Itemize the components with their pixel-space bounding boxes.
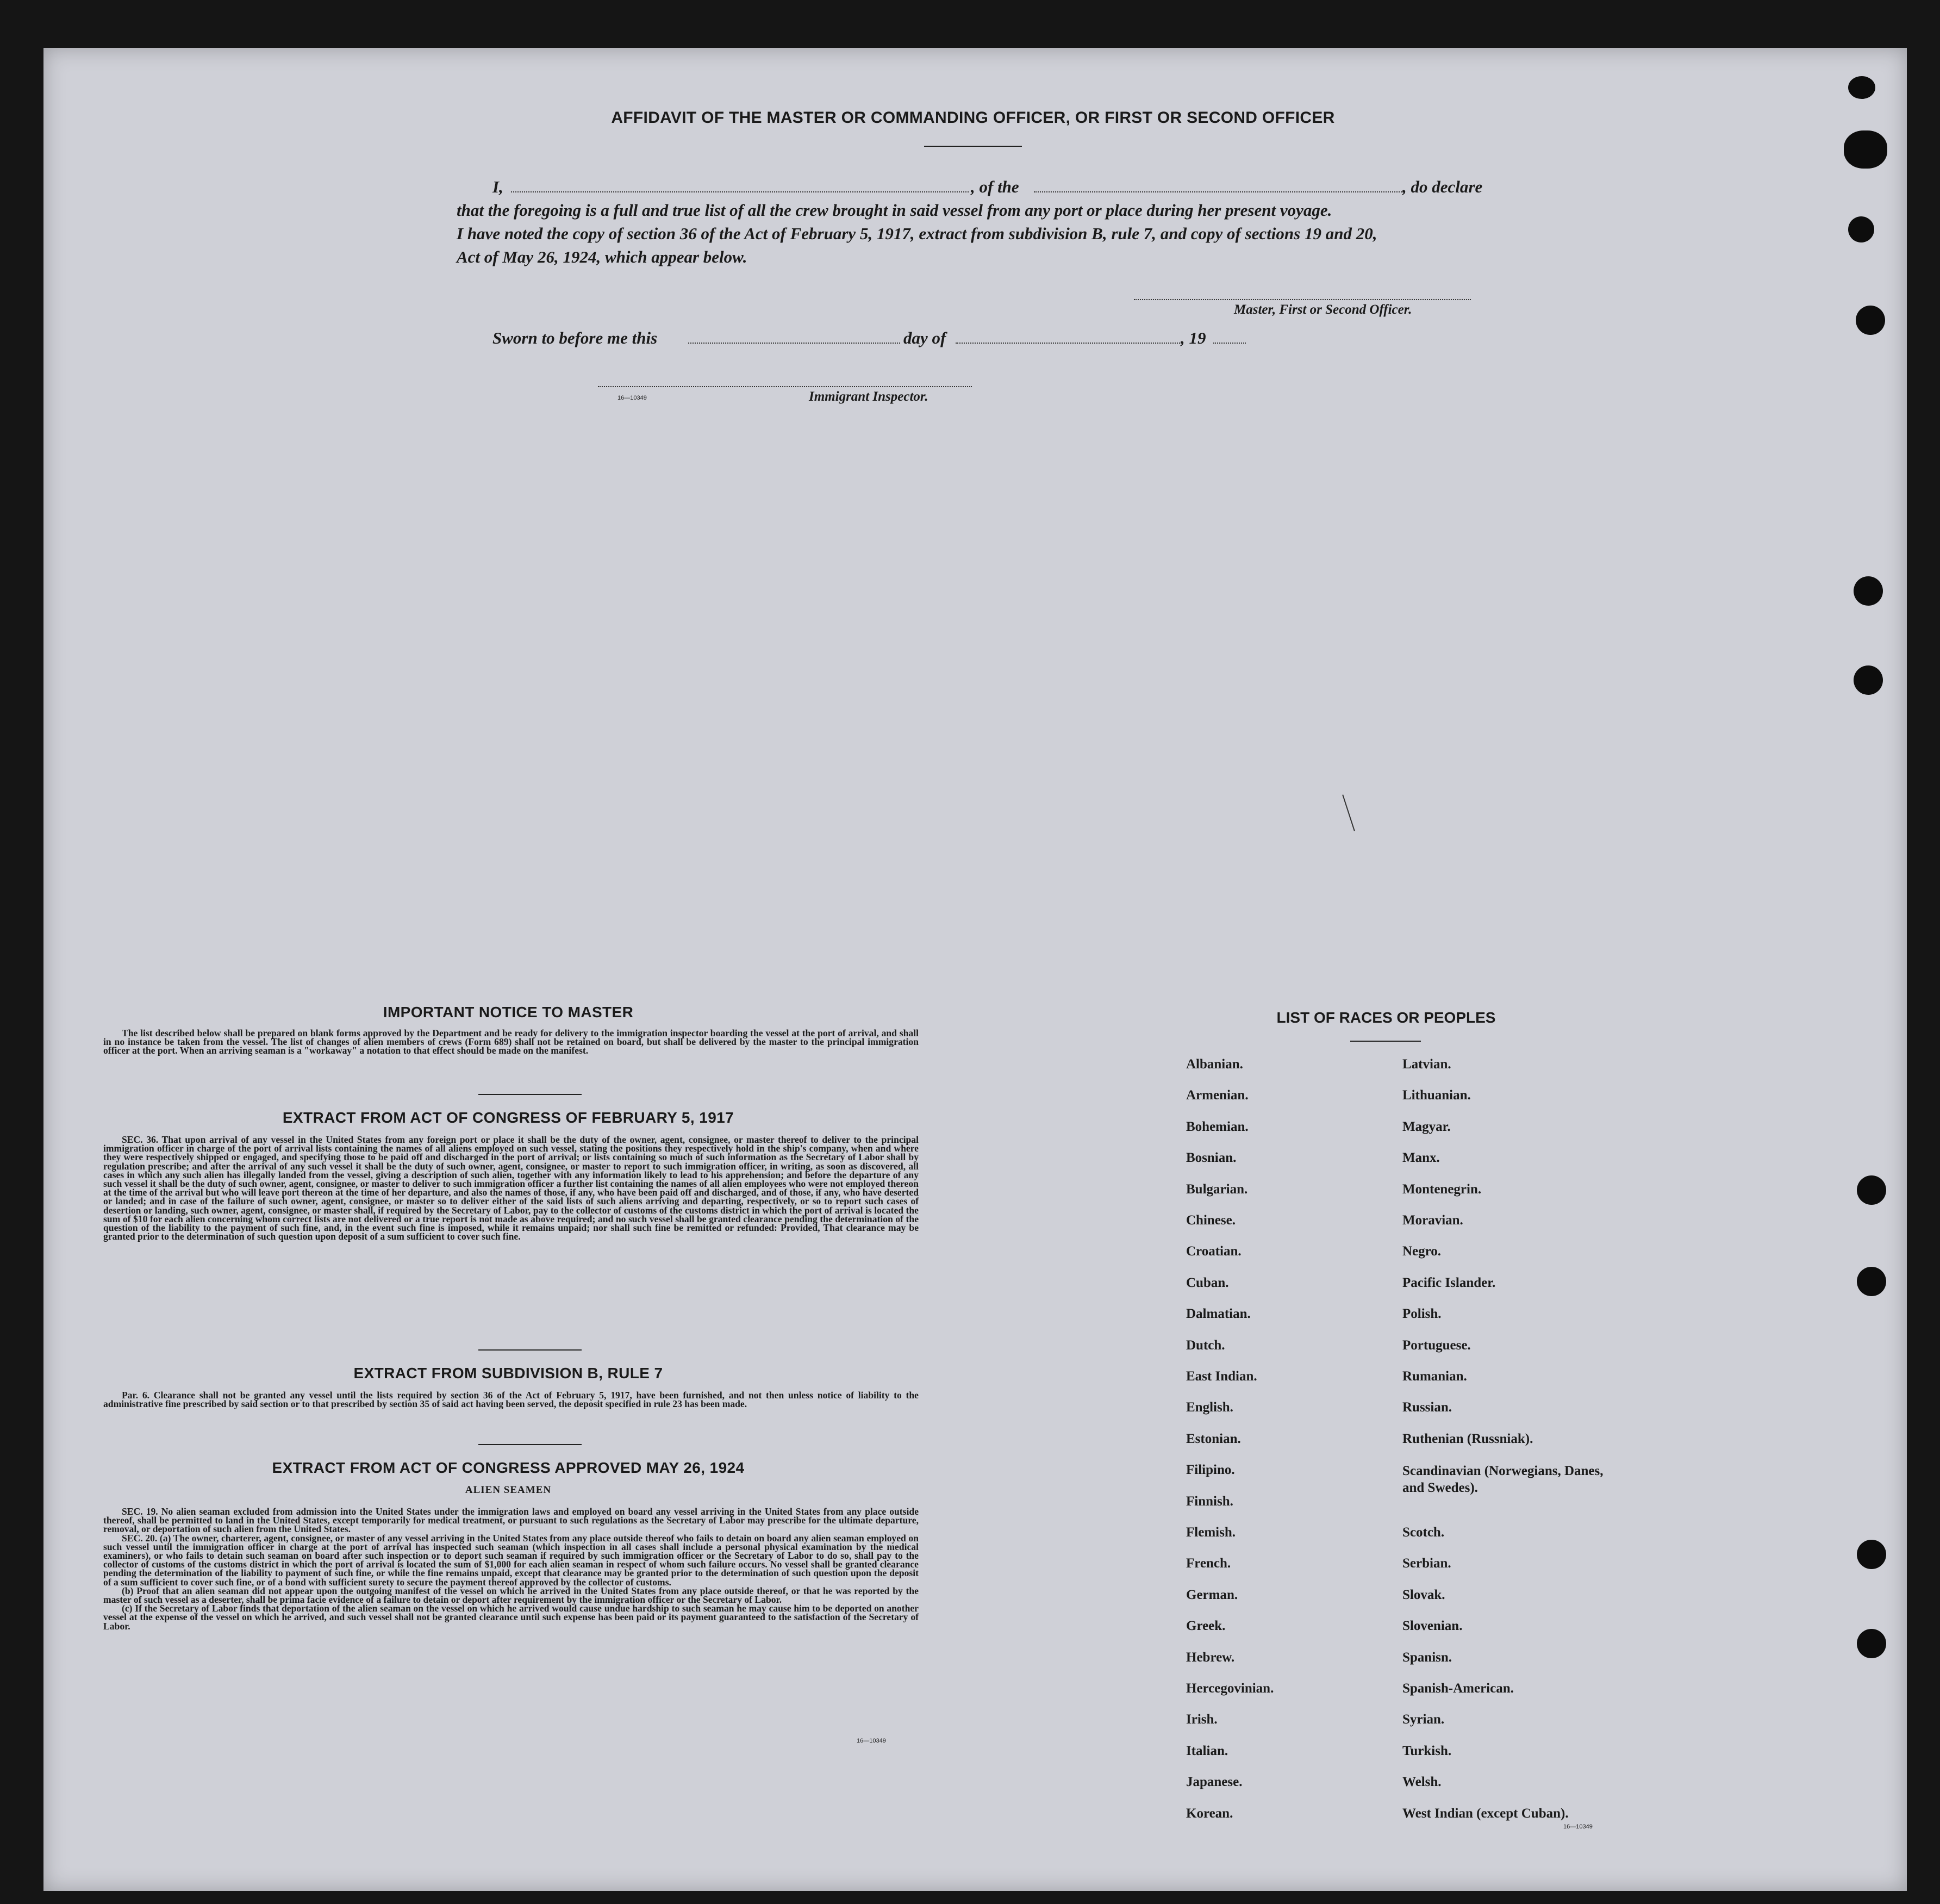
race-item: Hebrew. (1186, 1650, 1235, 1665)
sworn-month-field[interactable] (956, 343, 1182, 344)
race-item: Negro. (1402, 1244, 1442, 1259)
binder-hole (1857, 1175, 1886, 1205)
race-item: Spanisn. (1402, 1650, 1452, 1665)
affidavit-title: AFFIDAVIT OF THE MASTER OR COMMANDING OFFICER, OR FIRST OR SECOND OFFICER (611, 109, 1335, 127)
race-item: Russian. (1402, 1400, 1452, 1415)
race-item: Korean. (1186, 1806, 1233, 1821)
day-of-label: day of (903, 328, 946, 347)
section-36-text: SEC. 36. That upon arrival of any vessel in the United States from any foreign port or place it shall be the duty of the owner, agent, consignee, or master thereof to deliver to the principal immigration officer in charge of the port of arrival lists containing the names of all aliens employed on such vessel, stating the positions they respectively hold in the ship's company, when and where they were respectively shipped or engaged, and specifying those to be paid off and discharged in the port of arrival; or lists containing so much of such information as the Secretary of Labor shall by regulation prescribe; and after the arrival of any such vessel it shall be the duty of such owner, agent, consignee, or master to report to such immigration officer, in writing, as soon as discovered, all cases in which any such alien has illegally landed from the vessel, giving a description of such alien, together with any information likely to lead to his apprehension; and before the departure of any such vessel it shall be the duty of such owner, agent, consignee, or master to deliver to such immigration officer a further list containing the names of all alien employees who were not employed thereon at the time of the arrival but who will leave port thereon at the time of her departure, and also the names of those, if any, who have been paid off and discharged, and of those, if any, who have deserted or landed; and in case of the failure of such owner, agent, consignee, or master so to deliver either of the said lists of such aliens arriving and departing, respectively, or so to report such cases of desertion or landing, such owner, agent, consignee, or master shall, if required by the Secretary of Labor, pay to the collector of customs of the customs district in which the port of arrival is located the sum of $10 for each alien concerning whom correct lists are not delivered or a true report is not made as above required; and no such vessel shall be granted clearance pending the determination of the question of the liability to the payment of such fine, and, in the event such fine is imposed, while it remains unpaid; nor shall such fine be remitted or refunded: Provided, That clearance may be granted prior to the determination of such question upon deposit of a sum sufficient to cover such fine. (103, 1134, 919, 1242)
notice-form-number: 16—10349 (857, 1738, 886, 1744)
sworn-day-field[interactable] (688, 343, 900, 344)
sec-20b-text: (b) Proof that an alien seaman did not appear upon the outgoing manifest of the vessel on which he arrived in the United States from any place outside thereof, or that he was reported by the master of such vessel as a deserter, shall be prima facie evidence of a failure to detain or deport after requirement by the immigration officer or the Secretary of Labor. (103, 1585, 919, 1606)
sec-20c-text: (c) If the Secretary of Labor finds that deportation of the alien seaman on the vessel on which he arrived would cause undue hardship to such seaman he may cause him to be deported on another vessel at the expense of the vessel on which he arrived, and such vessel shall not be granted clearance until such expense has been paid or its payment guaranteed to the satisfaction of the Secretary of Labor. (103, 1603, 919, 1632)
section-divider (478, 1444, 582, 1445)
section-divider (478, 1094, 582, 1095)
inspector-signature-label: Immigrant Inspector. (809, 389, 928, 404)
sec-19-text: SEC. 19. No alien seaman excluded from admission into the United States under the immigration laws and employed on board any vessel arriving in the United States from any place outside thereof, shall be permitted to land in the United States, except temporarily for medical treatment, or pursuant to such regulations as the Secretary of Labor may prescribe for the ultimate departure, removal, or deportation of such alien from the United States. (103, 1506, 919, 1535)
sec-20a-text: SEC. 20. (a) The owner, charterer, agent, consignee, or master of any vessel arriving in the United States from any place outside thereof who fails to detain on board any alien seaman employed on such vessel until the immigration officer in charge at the port of arrival has inspected such seaman (which inspection in all cases shall include a personal physical examination by the medical examiners), or who fails to detain such seaman on board after such inspection or to deport such seaman if required by such immigration officer or the Secretary of Labor to do so, shall pay to the collector of customs of the customs district in which the port of arrival is located the sum of $1,000 for each alien seaman in respect of whom such failure occurs. No vessel shall be granted clearance pending the determination of the liability to payment of such fine, or while the fine remains unpaid, except that clearance may be granted prior to the determination of such question upon the deposit of a sum sufficient to cover such fine, or of a bond with sufficient surety to secure the payment thereof approved by the collector of customs. (103, 1532, 919, 1588)
affidavit-line-4: Act of May 26, 1924, which appear below. (457, 247, 747, 266)
race-item: Pacific Islander. (1402, 1275, 1496, 1290)
vessel-label: , of the (971, 177, 1019, 196)
sworn-label: Sworn to before me this (492, 328, 658, 347)
race-item: Welsh. (1402, 1775, 1442, 1789)
inspector-signature-field[interactable] (598, 386, 972, 387)
race-item: Dutch. (1186, 1338, 1225, 1353)
race-item: Bosnian. (1186, 1150, 1237, 1165)
binder-hole (1848, 76, 1875, 99)
race-item: German. (1186, 1588, 1238, 1602)
race-item: Japanese. (1186, 1775, 1243, 1789)
affidavit-line-2: that the foregoing is a full and true list of all the crew brought in said vessel from any port or place during her present voyage. (457, 201, 1332, 220)
binder-hole (1857, 1629, 1886, 1658)
race-item: Magyar. (1402, 1119, 1451, 1134)
extract-1917-title: EXTRACT FROM ACT OF CONGRESS OF FEBRUARY 5, 1917 (282, 1109, 734, 1126)
master-signature-label: Master, First or Second Officer. (1234, 302, 1412, 317)
notice-body (103, 1029, 919, 1055)
extract-rule7-body (103, 1391, 919, 1408)
race-item: Turkish. (1402, 1744, 1452, 1758)
race-item: Portuguese. (1402, 1338, 1471, 1353)
binder-hole (1857, 1540, 1886, 1569)
race-item: Estonian. (1186, 1432, 1241, 1446)
race-item: Finnish. (1186, 1494, 1233, 1509)
sworn-year-field[interactable] (1213, 343, 1246, 344)
notice-title: IMPORTANT NOTICE TO MASTER (383, 1004, 634, 1021)
race-item: Italian. (1186, 1744, 1228, 1758)
extract-1924-body (103, 1507, 919, 1631)
affidavit-line-3: I have noted the copy of section 36 of the Act of February 5, 1917, extract from subdivision B, rule 7, and copy of sections 19 and 20, (457, 224, 1377, 243)
race-item: Rumanian. (1402, 1369, 1467, 1384)
affidavit-form-number: 16—10349 (617, 395, 647, 401)
race-item: Manx. (1402, 1150, 1440, 1165)
notice-text: The list described below shall be prepared on blank forms approved by the Department and be ready for delivery to the immigration inspector boarding the vessel at the port of arrival, and shall in no instance be taken from the vessel. The list of changes of alien members of crews (Form 689) shall not be retained on board, but shall be delivered by the master to the principal immigration officer at the port. When an arriving seaman is a "workaway" a notation to that effect should be made on the manifest. (103, 1028, 919, 1056)
race-item: Scandinavian (Norwegians, Danes, and Swedes). (1402, 1464, 1604, 1495)
section-divider (478, 1349, 582, 1351)
vessel-name-field[interactable] (1034, 191, 1403, 192)
binder-hole (1857, 1267, 1886, 1296)
extract-rule7-title: EXTRACT FROM SUBDIVISION B, RULE 7 (353, 1365, 663, 1382)
race-item: East Indian. (1186, 1369, 1257, 1384)
binder-hole (1848, 216, 1874, 242)
race-item: Serbian. (1402, 1556, 1451, 1571)
extract-1924-title: EXTRACT FROM ACT OF CONGRESS APPROVED MAY 26, 1924 (272, 1459, 745, 1476)
race-item: Montenegrin. (1402, 1182, 1482, 1197)
title-divider (924, 146, 1022, 147)
race-item: Chinese. (1186, 1213, 1236, 1228)
race-item: Armenian. (1186, 1088, 1249, 1103)
race-item: Irish. (1186, 1712, 1218, 1727)
race-item: Dalmatian. (1186, 1306, 1251, 1321)
binder-hole (1856, 306, 1885, 335)
races-title-divider (1350, 1041, 1421, 1042)
extract-1917-body (103, 1135, 919, 1241)
race-item: Moravian. (1402, 1213, 1463, 1228)
binder-hole (1844, 130, 1887, 169)
race-item: French. (1186, 1556, 1231, 1571)
year-label: , 19 (1181, 328, 1206, 347)
declarant-label: I, (492, 177, 503, 196)
race-item: English. (1186, 1400, 1233, 1415)
race-item: Slovak. (1402, 1588, 1445, 1602)
race-item: Flemish. (1186, 1525, 1236, 1540)
declare-label: , do declare (1402, 177, 1483, 196)
race-item: Bohemian. (1186, 1119, 1249, 1134)
race-item: Spanish-American. (1402, 1681, 1514, 1696)
declarant-name-field[interactable] (511, 191, 969, 192)
race-item: Latvian. (1402, 1057, 1451, 1072)
race-item: Albanian. (1186, 1057, 1243, 1072)
binder-hole (1854, 665, 1883, 695)
binder-hole (1854, 576, 1883, 606)
master-signature-field[interactable] (1134, 299, 1471, 300)
race-item: Croatian. (1186, 1244, 1242, 1259)
race-item: Scotch. (1402, 1525, 1445, 1540)
race-item: Slovenian. (1402, 1619, 1463, 1633)
race-item: Ruthenian (Russniak). (1402, 1432, 1533, 1446)
race-item: Filipino. (1186, 1463, 1235, 1477)
race-item: Syrian. (1402, 1712, 1445, 1727)
race-item: Lithuanian. (1402, 1088, 1471, 1103)
race-item: Greek. (1186, 1619, 1226, 1633)
alien-seamen-subtitle: ALIEN SEAMEN (465, 1484, 552, 1496)
race-item: Bulgarian. (1186, 1182, 1248, 1197)
race-item: Cuban. (1186, 1275, 1229, 1290)
races-title: LIST OF RACES OR PEOPLES (1276, 1009, 1496, 1026)
race-item: Hercegovinian. (1186, 1681, 1274, 1696)
races-form-number: 16—10349 (1563, 1824, 1593, 1830)
race-item: West Indian (except Cuban). (1402, 1806, 1569, 1821)
par-6-text: Par. 6. Clearance shall not be granted any vessel until the lists required by section 36 of the Act of February 5, 1917, have been furnished, and not then unless notice of liability to the administrative fine prescribed by said section or to that prescribed by section 35 of said act having been served, the deposit specified in rule 23 has been made. (103, 1390, 919, 1410)
race-item: Polish. (1402, 1306, 1442, 1321)
